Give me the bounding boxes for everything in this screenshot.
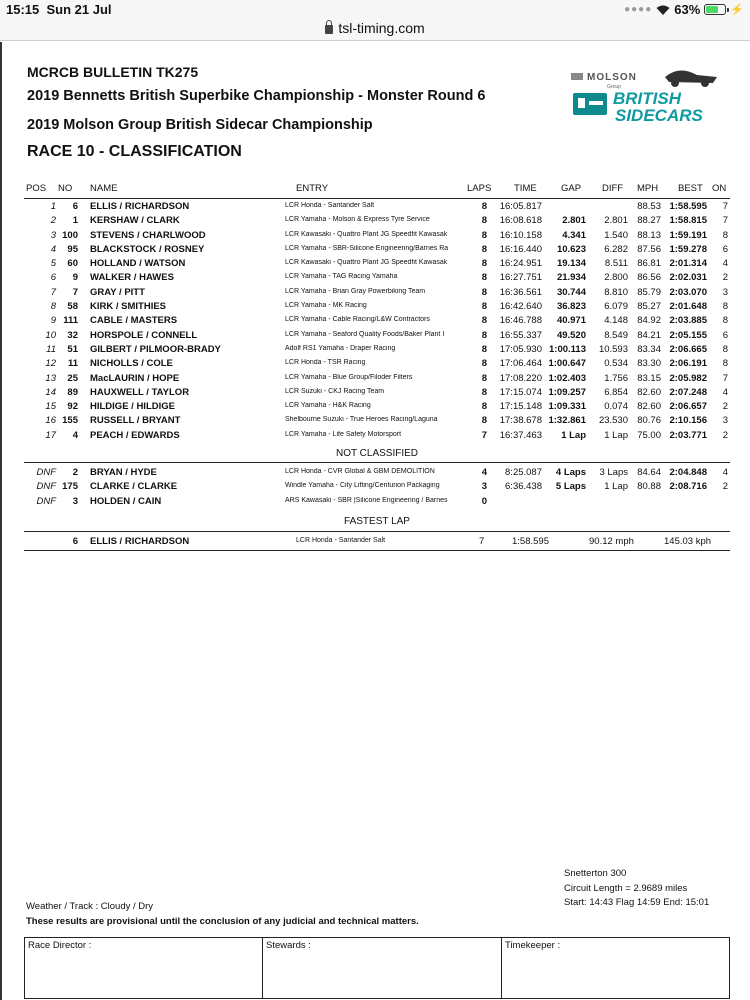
cell-mph: 80.76 [637, 415, 661, 427]
cell-pos: 2 [50, 215, 56, 227]
cell-diff: 6.854 [604, 386, 628, 398]
cell-diff: 10.593 [598, 343, 628, 355]
cell-no: 155 [62, 415, 78, 427]
cell-no: 60 [67, 258, 78, 270]
col-no: NO [58, 183, 73, 194]
cell-diff: 6.079 [604, 301, 628, 313]
cell-pos: 9 [50, 315, 56, 327]
cell-time: 16:27.751 [499, 272, 542, 284]
cell-no: 11 [67, 358, 78, 370]
cell-gap: 19.134 [556, 258, 586, 270]
cell-name: GILBERT / PILMOOR-BRADY [90, 343, 221, 355]
circuit-length: Circuit Length = 2.9689 miles [564, 882, 688, 894]
cell-entry: Windle Yamaha - City Lifting/Centurion Packaging [285, 482, 440, 490]
cell-no: 92 [67, 401, 78, 413]
col-name: NAME [90, 183, 118, 194]
cell-entry: LCR Kawasaki - Quattro Plant JG Speedfit Kawasak [285, 259, 448, 267]
cell-laps: 0 [481, 495, 487, 507]
wifi-icon [656, 5, 670, 15]
signal-dots-icon: ●●●● [624, 4, 653, 15]
column-headers [24, 183, 730, 197]
cell-no: 9 [72, 272, 78, 284]
table-row [24, 329, 730, 343]
cell-laps: 8 [481, 343, 487, 355]
cell-mph: 83.30 [637, 358, 661, 370]
table-row [24, 495, 730, 509]
cell-gap: 1:02.403 [548, 372, 586, 384]
cell-no: 95 [67, 243, 78, 255]
cell-gap: 4 Laps [555, 467, 586, 478]
cell-on: 7 [722, 372, 728, 384]
cell-pos: 17 [45, 429, 56, 441]
cell-entry: LCR Yamaha - Brian Gray Powerbiking Team [285, 287, 426, 295]
cell-mph: 84.92 [637, 315, 661, 327]
not-classified-table [24, 466, 730, 509]
address-bar[interactable] [0, 20, 750, 41]
cell-entry: Adolf RS1 Yamaha - Draper Racing [285, 344, 396, 352]
col-mph: MPH [637, 183, 659, 194]
cell-name: HOLLAND / WATSON [90, 258, 186, 270]
table-row [24, 414, 730, 428]
cell-time: 16:16.440 [499, 243, 542, 255]
table-row [24, 314, 730, 328]
lock-icon [325, 25, 333, 34]
cell-time: 8:25.087 [505, 467, 542, 478]
cell-time: 17:06.464 [499, 358, 542, 370]
fastest-lap-name: ELLIS / RICHARDSON [90, 536, 190, 547]
cell-no: 1 [72, 215, 78, 227]
cell-laps: 8 [481, 215, 487, 227]
cell-name: PEACH / EDWARDS [90, 429, 180, 441]
charging-icon: ⚡ [730, 4, 744, 16]
table-row [24, 357, 730, 371]
british-sidecars-logo [569, 67, 719, 127]
cell-mph: 85.27 [637, 301, 661, 313]
cell-gap: 1:09.331 [548, 401, 586, 413]
cell-entry: LCR Honda - CVR Global & GBM DEMOLITION [285, 468, 435, 475]
cell-diff: 3 Laps [599, 467, 628, 478]
cell-pos: 4 [50, 243, 56, 255]
cell-diff: 1 Lap [604, 481, 628, 493]
cell-on: 2 [722, 429, 728, 441]
fastest-lap-bottom-divider [24, 550, 730, 551]
cell-laps: 8 [481, 358, 487, 370]
fastest-lap-divider [24, 531, 730, 532]
cell-gap: 10.623 [556, 243, 586, 255]
cell-time: 16:36.561 [499, 286, 542, 298]
cell-name: MacLAURIN / HOPE [90, 372, 180, 384]
cell-pos: 5 [50, 258, 56, 270]
cell-time: 16:55.337 [499, 329, 542, 341]
cell-time: 16:10.158 [499, 229, 542, 241]
cell-entry: LCR Yamaha - TAG Racing Yamaha [285, 273, 398, 281]
cell-mph: 83.15 [637, 372, 661, 384]
cell-laps: 8 [481, 258, 487, 270]
cell-laps: 8 [481, 229, 487, 241]
cell-name: WALKER / HAWES [90, 272, 174, 284]
cell-best: 1:58.815 [669, 215, 707, 227]
cell-laps: 8 [481, 201, 487, 212]
cell-laps: 8 [481, 329, 487, 341]
battery-percent: 63% [674, 2, 701, 17]
fastest-lap-title: FASTEST LAP [344, 516, 410, 527]
cell-gap: 1:00.113 [549, 343, 586, 355]
cell-mph: 86.81 [637, 258, 661, 270]
cell-pos: DNF [36, 467, 56, 478]
cell-mph: 88.13 [637, 229, 661, 241]
cell-best: 2:05.982 [669, 372, 707, 384]
cell-name: KERSHAW / CLARK [90, 215, 180, 227]
cell-no: 175 [62, 481, 78, 493]
table-row [24, 480, 730, 494]
cell-time: 6:36.438 [505, 481, 542, 493]
cell-time: 17:08.220 [499, 372, 542, 384]
cell-best: 2:06.191 [669, 358, 707, 370]
fastest-lap-kph: 145.03 kph [664, 536, 712, 547]
cell-gap: 30.744 [556, 286, 586, 298]
cell-on: 6 [722, 329, 728, 341]
cell-gap: 21.934 [556, 272, 586, 284]
table-row [24, 271, 730, 285]
url-display[interactable]: tsl-timing.com [325, 21, 424, 36]
cell-entry: LCR Yamaha - Cable Racing/L&W Contractors [285, 316, 430, 324]
cell-on: 2 [722, 481, 728, 493]
table-row [24, 372, 730, 386]
fastest-lap-no: 6 [72, 536, 78, 547]
table-row [24, 243, 730, 257]
cell-diff: 2.800 [604, 272, 628, 284]
cell-best: 2:05.155 [669, 329, 707, 341]
cell-diff: 0.534 [604, 358, 628, 370]
svg-text:BRITISH: BRITISH [613, 89, 681, 108]
cell-diff: 8.511 [604, 258, 628, 270]
cell-diff: 23.530 [598, 415, 628, 427]
cell-pos: 11 [46, 343, 56, 355]
cell-entry: LCR Honda - TSR Racing [285, 359, 366, 367]
cell-on: 8 [722, 301, 728, 313]
bulletin-title: MCRCB BULLETIN TK275 [27, 64, 199, 80]
sidecar-title: 2019 Molson Group British Sidecar Championship [27, 117, 373, 133]
cell-diff: 8.549 [604, 329, 628, 341]
cell-pos: 6 [50, 272, 56, 284]
cell-name: GRAY / PITT [90, 286, 145, 298]
cell-on: 8 [722, 315, 728, 327]
cell-name: ELLIS / RICHARDSON [90, 201, 190, 212]
cell-no: 4 [72, 429, 78, 441]
championship-title: 2019 Bennetts British Superbike Championship - Monster Round 6 [27, 88, 486, 104]
cell-pos: 16 [45, 415, 56, 427]
cell-on: 7 [722, 201, 728, 212]
cell-entry: Shelbourne Suzuki - True Heroes Racing/Laguna [285, 416, 438, 424]
status-time: 15:15 Sun 21 Jul [6, 2, 112, 17]
race-times: Start: 14:43 Flag 14:59 End: 15:01 [564, 897, 710, 909]
timekeeper-cell: Timekeeper : [501, 938, 729, 998]
cell-laps: 8 [481, 315, 487, 327]
provisional-note: These results are provisional until the conclusion of any judicial and technical matters. [26, 916, 419, 927]
cell-time: 17:15.148 [499, 401, 542, 413]
cell-on: 4 [722, 258, 728, 270]
cell-pos: 3 [50, 229, 56, 241]
race-director-cell: Race Director : [28, 940, 92, 951]
circuit-name: Snetterton 300 [564, 868, 627, 879]
fastest-lap-mph: 90.12 mph [589, 536, 634, 547]
cell-diff: 0.074 [604, 401, 628, 413]
cell-laps: 3 [481, 481, 487, 493]
cell-best: 2:06.665 [669, 343, 707, 355]
fastest-lap-lap: 7 [479, 536, 485, 547]
cell-entry: ARS Kawasaki - SBR |Silicone Engineering / Barnes [285, 496, 448, 504]
cell-diff: 1.756 [604, 372, 628, 384]
cell-on: 4 [722, 467, 728, 478]
fastest-lap-entry: LCR Honda - Santander Salt [296, 537, 386, 544]
cell-no: 89 [67, 386, 78, 398]
cell-entry: LCR Yamaha - Seaford Quality Foods/Baker Plant I [285, 330, 445, 338]
cell-mph: 86.56 [637, 272, 661, 284]
cell-best: 2:06.657 [669, 401, 707, 413]
cell-entry: LCR Yamaha - SBR-Silicone Engineering/Barnes Ra [285, 244, 449, 252]
weather-track: Weather / Track : Cloudy / Dry [26, 901, 154, 912]
cell-name: HAUXWELL / TAYLOR [90, 386, 190, 398]
cell-name: RUSSELL / BRYANT [90, 415, 181, 427]
stewards-cell: Stewards : [262, 938, 501, 998]
table-row [24, 400, 730, 414]
cell-best: 2:04.848 [669, 467, 707, 478]
cell-best: 2:10.156 [669, 415, 707, 427]
col-time: TIME [514, 183, 537, 194]
cell-pos: 10 [45, 329, 56, 341]
header-divider [24, 198, 730, 199]
fastest-lap-time: 1:58.595 [512, 536, 549, 547]
cell-on: 3 [722, 286, 728, 298]
cell-time: 16:37.463 [499, 429, 542, 441]
cell-name: CABLE / MASTERS [90, 315, 178, 327]
cell-gap: 1:32.861 [548, 415, 586, 427]
cell-pos: 14 [45, 386, 56, 398]
cell-gap: 1:09.257 [548, 386, 586, 398]
cell-on: 8 [722, 229, 728, 241]
table-row [24, 300, 730, 314]
cell-best: 2:07.248 [669, 386, 707, 398]
cell-gap: 49.520 [556, 329, 586, 341]
cell-mph: 83.34 [637, 343, 661, 355]
cell-pos: 12 [45, 358, 56, 370]
cell-diff: 1.540 [604, 229, 628, 241]
cell-laps: 8 [481, 372, 487, 384]
cell-mph: 87.56 [637, 243, 661, 255]
col-pos: POS [26, 183, 47, 194]
cell-time: 16:05.817 [499, 201, 542, 212]
cell-no: 3 [72, 495, 78, 507]
circuit-info [564, 867, 709, 911]
cell-name: BRYAN / HYDE [90, 467, 157, 478]
fastest-lap-row [24, 536, 730, 550]
cell-best: 2:01.314 [669, 258, 707, 270]
results-document [0, 42, 750, 1000]
cell-diff: 6.282 [604, 243, 628, 255]
cell-best: 2:03.070 [669, 286, 707, 298]
svg-text:MOLSON: MOLSON [587, 72, 637, 83]
cell-time: 16:24.951 [499, 258, 542, 270]
cell-time: 16:46.788 [499, 315, 542, 327]
cell-entry: LCR Honda - Santander Salt [285, 202, 375, 209]
col-gap: GAP [561, 183, 582, 194]
cell-no: 2 [72, 467, 78, 478]
cell-on: 2 [722, 401, 728, 413]
cell-mph: 82.60 [637, 401, 661, 413]
col-diff: DIFF [602, 183, 624, 194]
col-best: BEST [678, 183, 703, 194]
cell-entry: LCR Yamaha - MK Racing [285, 302, 367, 310]
cell-laps: 8 [481, 272, 487, 284]
cell-gap: 40.971 [556, 315, 586, 327]
table-row [24, 200, 730, 214]
cell-gap: 5 Laps [555, 481, 586, 493]
signature-box [24, 937, 730, 999]
cell-gap: 4.341 [562, 229, 586, 241]
cell-best: 1:59.278 [669, 243, 707, 255]
cell-time: 17:05.930 [499, 343, 542, 355]
cell-best: 2:08.716 [669, 481, 707, 493]
cell-no: 111 [63, 315, 78, 327]
not-classified-divider [24, 462, 730, 463]
cell-diff: 8.810 [604, 286, 628, 298]
cell-on: 8 [722, 358, 728, 370]
cell-entry: LCR Suzuki - CKJ Racing Team [285, 387, 385, 395]
table-row [24, 286, 730, 300]
cell-best: 2:02.031 [669, 272, 707, 284]
cell-on: 2 [722, 272, 728, 284]
cell-laps: 8 [481, 286, 487, 298]
cell-on: 3 [722, 415, 728, 427]
cell-name: BLACKSTOCK / ROSNEY [90, 243, 205, 255]
cell-name: KIRK / SMITHIES [90, 301, 167, 313]
cell-laps: 8 [481, 415, 487, 427]
cell-name: NICHOLLS / COLE [90, 358, 173, 370]
cell-laps: 4 [481, 467, 487, 478]
cell-gap: 1 Lap [561, 429, 586, 441]
cell-on: 8 [722, 343, 728, 355]
table-row [24, 343, 730, 357]
results-table [24, 200, 730, 443]
cell-pos: DNF [36, 495, 56, 507]
cell-no: 7 [72, 286, 78, 298]
cell-laps: 7 [481, 429, 487, 441]
cell-diff: 2.801 [604, 215, 628, 227]
cell-time: 16:42.640 [499, 301, 542, 313]
cell-diff: 1 Lap [604, 429, 628, 441]
race-title: RACE 10 - CLASSIFICATION [27, 143, 242, 160]
document-titles [27, 64, 485, 161]
svg-text:SIDECARS: SIDECARS [615, 106, 703, 125]
table-row [24, 214, 730, 228]
cell-best: 2:03.885 [669, 315, 707, 327]
cell-entry: LCR Yamaha - Life Safety Motorsport [285, 430, 402, 438]
table-row [24, 257, 730, 271]
cell-best: 1:58.595 [669, 201, 707, 212]
cell-name: HOLDEN / CAIN [90, 495, 162, 507]
battery-icon [704, 4, 726, 15]
cell-no: 6 [72, 201, 78, 212]
cell-pos: 8 [50, 301, 56, 313]
cell-laps: 8 [481, 386, 487, 398]
cell-entry: LCR Yamaha - H&K Racing [285, 402, 371, 410]
cell-gap: 1:00.647 [548, 358, 586, 370]
cell-laps: 8 [481, 401, 487, 413]
cell-pos: DNF [36, 481, 56, 493]
cell-entry: LCR Yamaha - Blue Group/Filoder Filters [285, 373, 413, 381]
cell-no: 51 [67, 343, 78, 355]
cell-mph: 75.00 [637, 429, 661, 441]
cell-time: 17:15.074 [499, 386, 542, 398]
table-row [24, 229, 730, 243]
cell-no: 58 [67, 301, 78, 313]
cell-gap: 36.823 [556, 301, 586, 313]
cell-no: 25 [67, 372, 78, 384]
cell-pos: 15 [45, 401, 56, 413]
col-on: ON [712, 183, 727, 194]
cell-pos: 7 [50, 286, 56, 298]
cell-name: STEVENS / CHARLWOOD [90, 229, 206, 241]
cell-time: 17:38.678 [499, 415, 542, 427]
cell-on: 4 [722, 386, 728, 398]
not-classified-title: NOT CLASSIFIED [335, 448, 419, 459]
cell-mph: 84.64 [637, 467, 661, 478]
cell-mph: 82.60 [637, 386, 661, 398]
cell-laps: 8 [481, 243, 487, 255]
cell-entry: LCR Kawasaki - Quattro Plant JG Speedfit Kawasak [285, 230, 448, 238]
cell-name: HORSPOLE / CONNELL [90, 329, 198, 341]
status-bar [0, 0, 750, 20]
status-right [624, 2, 744, 17]
cell-best: 1:59.191 [669, 229, 707, 241]
cell-mph: 80.88 [637, 481, 661, 493]
cell-mph: 84.21 [637, 329, 661, 341]
cell-best: 2:01.648 [669, 301, 707, 313]
cell-pos: 1 [50, 201, 56, 212]
col-laps: LAPS [467, 183, 492, 194]
cell-on: 7 [722, 215, 728, 227]
cell-best: 2:03.771 [669, 429, 707, 441]
col-entry: ENTRY [296, 183, 329, 194]
table-row [24, 429, 730, 443]
cell-laps: 8 [481, 301, 487, 313]
cell-no: 32 [67, 329, 78, 341]
cell-gap: 2.801 [562, 215, 586, 227]
cell-diff: 4.148 [604, 315, 628, 327]
table-row [24, 466, 730, 480]
table-row [24, 386, 730, 400]
svg-text:Group: Group [607, 84, 621, 90]
cell-no: 100 [62, 229, 78, 241]
cell-name: HILDIGE / HILDIGE [90, 401, 175, 413]
cell-mph: 85.79 [637, 286, 661, 298]
cell-mph: 88.53 [637, 201, 661, 212]
cell-time: 16:08.618 [499, 215, 542, 227]
cell-name: CLARKE / CLARKE [90, 481, 178, 493]
cell-mph: 88.27 [637, 215, 661, 227]
cell-entry: LCR Yamaha - Molson & Express Tyre Service [285, 216, 430, 224]
cell-on: 6 [722, 243, 728, 255]
cell-pos: 13 [45, 372, 56, 384]
